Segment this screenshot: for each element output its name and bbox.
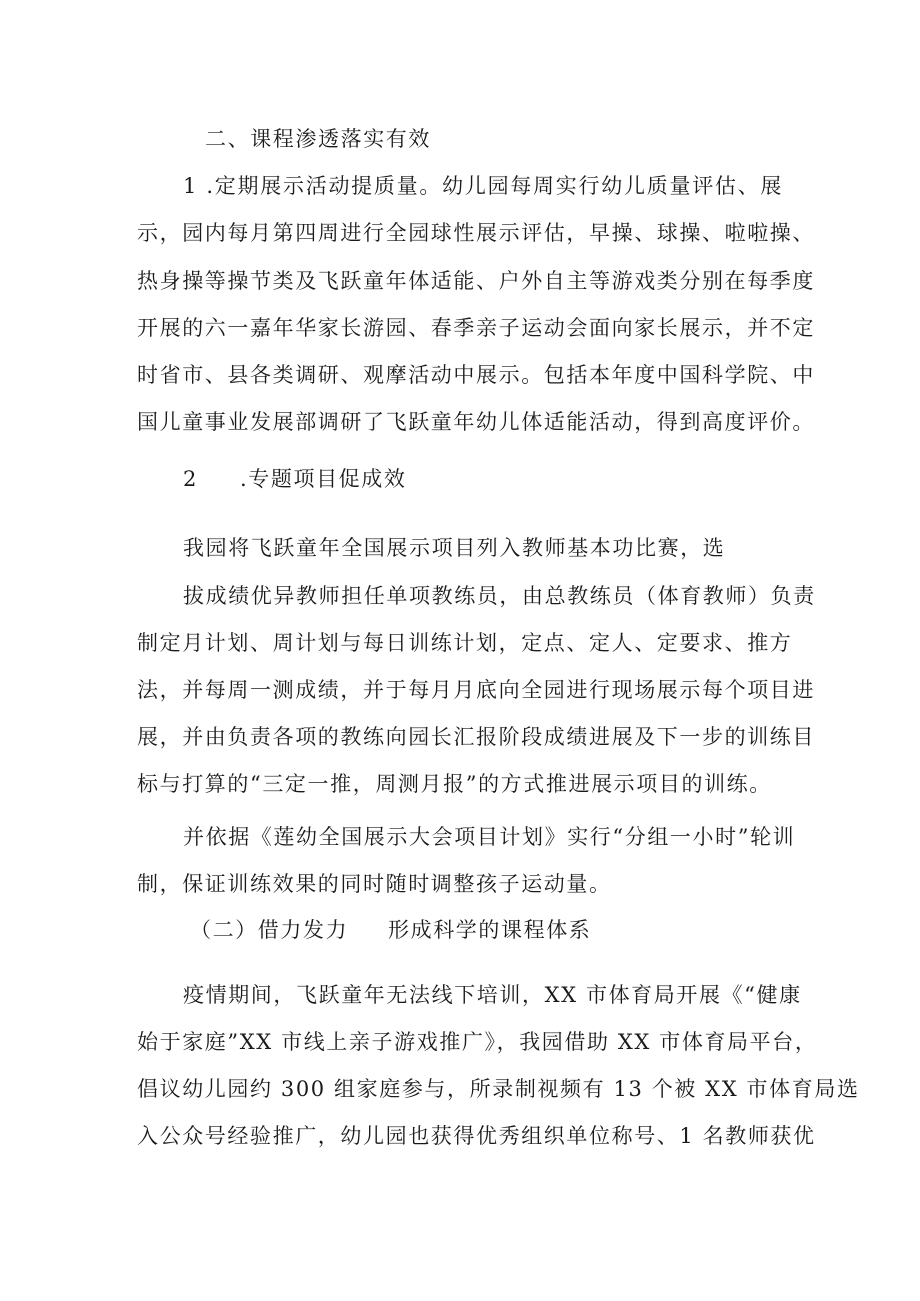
paragraph-line: 1 .定期展示活动提质量。幼儿园每周实行幼儿质量评估、展	[183, 174, 783, 198]
paragraph-line: 入公众号经验推广，幼儿园也获得优秀组织单位称号、1 名教师获优	[137, 1124, 816, 1148]
paragraph-line: 疫情期间，飞跃童年无法线下培训，XX 市体育局开展《“健康	[183, 983, 802, 1007]
paragraph-line: 时省市、县各类调研、观摩活动中展示。包括本年度中国科学院、中	[137, 363, 815, 387]
subheading-text: 形成科学的课程体系	[388, 918, 592, 942]
paragraph-line: 制定月计划、周计划与每日训练计划，定点、定人、定要求、推方	[137, 631, 793, 655]
paragraph-line: 示，园内每月第四周进行全园球性展示评估，早操、球操、啦啦操、	[137, 221, 815, 245]
paragraph-line: 拔成绩优异教师担任单项教练员，由总教练员（体育教师）负责	[183, 584, 816, 608]
paragraph-line: 标与打算的“三定一推，周测月报”的方式推进展示项目的训练。	[137, 772, 772, 796]
paragraph-line: 国儿童事业发展部调研了飞跃童年幼儿体适能活动，得到高度评价。	[137, 410, 815, 434]
paragraph-line: 始于家庭”XX 市线上亲子游戏推广》，我园借助 XX 市体育局平台，	[137, 1030, 818, 1054]
section-heading: 二、课程渗透落实有效	[205, 127, 431, 151]
paragraph-line: 制，保证训练效果的同时随时调整孩子运动量。	[137, 872, 612, 896]
list-number: 2	[183, 467, 198, 491]
subheading-label: （二）借力发力	[190, 918, 349, 942]
paragraph-line: 倡议幼儿园约 300 组家庭参与，所录制视频有 13 个被 XX 市体育局选	[137, 1077, 860, 1101]
paragraph-line: 法，并每周一测成绩，并于每月月底向全园进行现场展示每个项目进	[137, 678, 815, 702]
subsection-title: .专题项目促成效	[240, 467, 407, 491]
paragraph-line: 我园将飞跃童年全国展示项目列入教师基本功比赛，选	[183, 536, 726, 560]
paragraph-line: 展，并由负责各项的教练向园长汇报阶段成绩进展及下一步的训练目	[137, 725, 815, 749]
paragraph-line: 并依据《莲幼全国展示大会项目计划》实行“分组一小时”轮训	[183, 825, 796, 849]
paragraph-line: 开展的六一嘉年华家长游园、春季亲子运动会面向家长展示，并不定	[137, 316, 815, 340]
paragraph-line: 热身操等操节类及飞跃童年体适能、户外自主等游戏类分别在每季度	[137, 269, 815, 293]
